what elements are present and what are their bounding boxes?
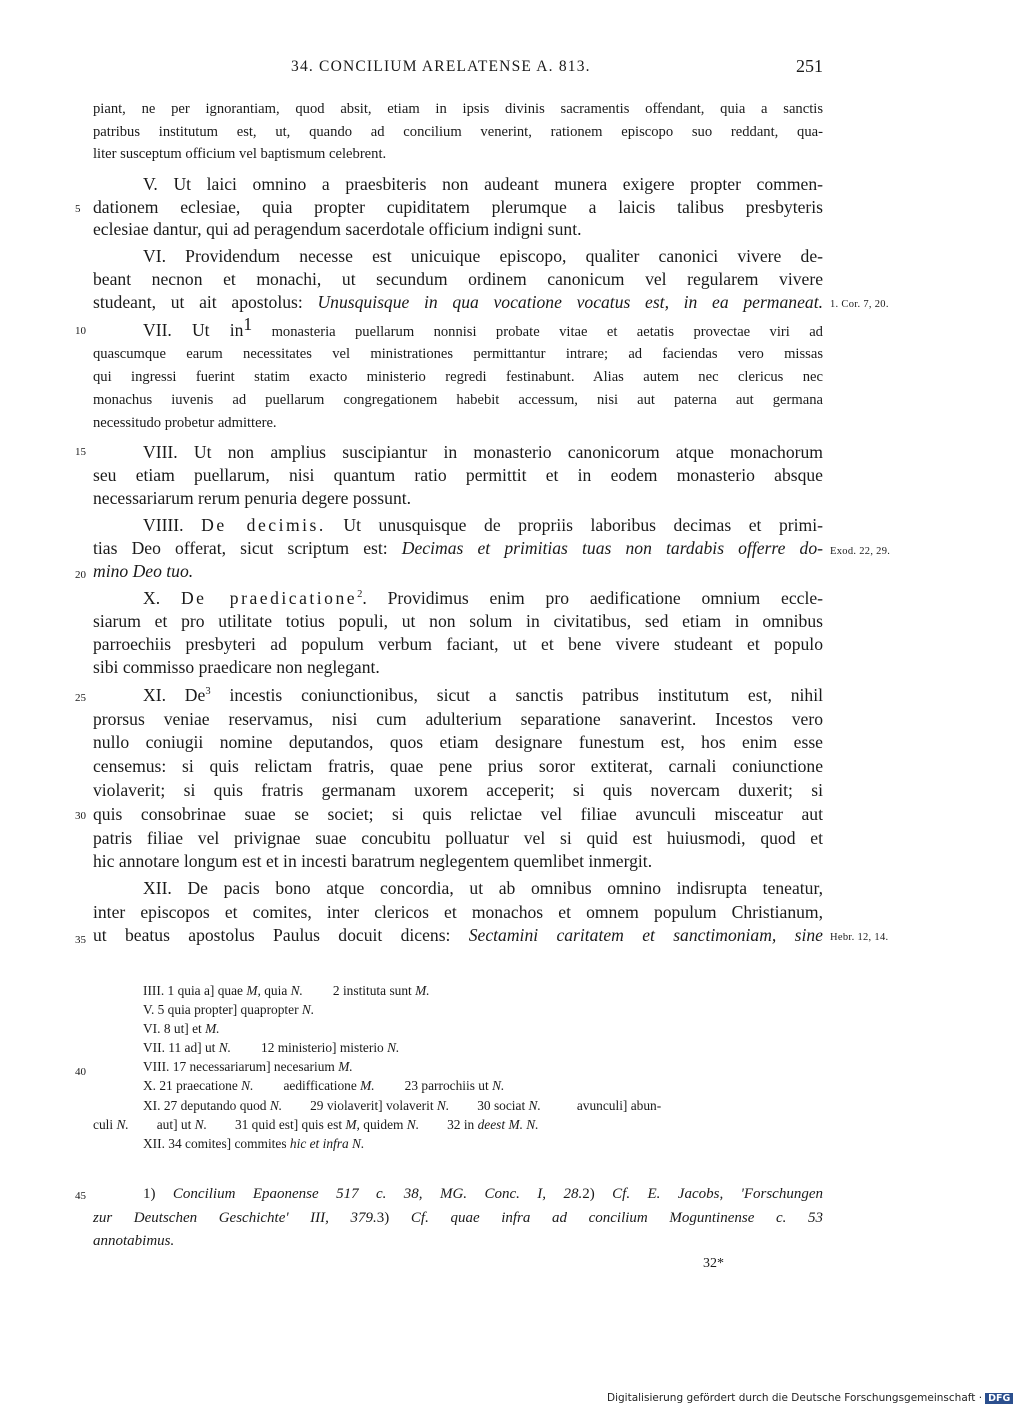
- line-number: 30: [75, 810, 86, 822]
- citation: Concilium Epaonense 517 c. 38, MG. Conc. I, 28.: [172, 1186, 583, 1202]
- header-title: 34. CONCILIUM ARELATENSE A. 813.: [291, 58, 591, 75]
- text-run: studeant, ut ait apostolus:: [93, 292, 318, 312]
- line-number: 35: [75, 934, 86, 946]
- text-run: X. 21 praecatione: [143, 1078, 242, 1093]
- text-run: 12 ministerio] misterio: [261, 1040, 388, 1055]
- text-line: violaverit; si quis fratris germanam uxorem acceperit; si quis novercam duxerit; si: [93, 780, 823, 800]
- text-run: XI. 27 deputando quod: [143, 1098, 270, 1113]
- text-line: VIII. Ut non amplius suscipiantur in monasterio canonicorum atque monachorum: [143, 442, 823, 462]
- footnote-ref: 2: [357, 589, 363, 601]
- text-line: [93, 538, 823, 562]
- text-line: [93, 515, 823, 539]
- siglum: N.: [301, 1002, 315, 1017]
- text-run: 32 in: [447, 1117, 478, 1132]
- text-line: eclesiae dantur, qui ad peragendum sacerdotale officium indigni sunt.: [93, 219, 582, 239]
- siglum: hic et infra N.: [289, 1136, 365, 1151]
- text-line: [93, 292, 823, 316]
- text-line: sibi commisso praedicare non neglegant.: [93, 657, 380, 677]
- apparatus-line: [143, 1002, 314, 1018]
- text-line: parroechiis presbyteri ad populum verbum faciant, ut et bene vivere studeant et populo: [93, 634, 823, 654]
- margin-reference: Hebr. 12, 14.: [830, 932, 889, 943]
- text-run: VIIII.: [143, 515, 202, 535]
- siglum: M,: [345, 1117, 360, 1132]
- footer-text: Digitalisierung gefördert durch die Deutsche Forschungsgemeinschaft ·: [607, 1392, 983, 1404]
- footnote-line: [93, 1210, 823, 1234]
- text-run: aedifficatione: [283, 1078, 361, 1093]
- spaced-heading: De decimis.: [201, 515, 326, 535]
- text-run: quia: [260, 983, 291, 998]
- footer: [607, 1392, 1013, 1404]
- text-run: 1): [143, 1186, 173, 1202]
- siglum: N.: [290, 983, 303, 998]
- text-line: censemus: si quis relictam fratris, quae pene prius soror extiterat, carnali coniunctione: [93, 756, 823, 776]
- text-run: culi: [93, 1117, 117, 1132]
- apparatus-line: [143, 1136, 364, 1152]
- siglum: N.: [269, 1098, 283, 1113]
- siglum: N.: [116, 1117, 129, 1132]
- citation: zur Deutschen Geschichte' III, 379.: [93, 1210, 377, 1226]
- footnote-line: annotabimus.: [93, 1233, 175, 1249]
- text-run: 23 parrochiis ut: [404, 1078, 493, 1093]
- text-line: [93, 925, 823, 949]
- text-line: siarum et pro utilitate totius populi, ut non solum in civitatibus, sed etiam in omnibus: [93, 611, 823, 631]
- text-line: XII. De pacis bono atque concordia, ut ab omnibus omnino indisrupta teneatur,: [143, 878, 823, 898]
- line-number: 5: [75, 203, 81, 215]
- apparatus-line: [143, 1059, 353, 1075]
- text-run: VIII. 17 necessariarum] necesarium: [143, 1059, 339, 1074]
- running-header: [93, 58, 823, 82]
- text-line: piant, ne per ignorantiam, quod absit, etiam in ipsis divinis sacramentis offendant, quia a sanctis: [93, 101, 823, 117]
- text-line: [93, 588, 823, 612]
- siglum: M.: [415, 983, 430, 998]
- citation: Cf. quae infra ad concilium Moguntinense c. 53: [410, 1210, 824, 1226]
- margin-reference: 1. Cor. 7, 20.: [830, 299, 889, 310]
- citation: Cf. E. Jacobs, 'Forschungen: [612, 1186, 823, 1202]
- text-line: seu etiam puellarum, nisi quantum ratio permittit et in eodem monasterio absque: [93, 465, 823, 485]
- text-run: 2): [582, 1186, 613, 1202]
- text-run: XII. 34 comites] commites: [143, 1136, 290, 1151]
- siglum: M,: [246, 983, 261, 998]
- siglum: M.: [205, 1021, 220, 1036]
- text-line: mino Deo tuo.: [93, 561, 194, 581]
- apparatus-line: [143, 1098, 661, 1114]
- apparatus-line: [143, 1021, 220, 1037]
- text-run: VII. Ut in: [143, 320, 244, 340]
- text-run: 2 instituta sunt: [332, 983, 416, 998]
- text-run: V. 5 quia propter] quapropter: [143, 1002, 302, 1017]
- footnote-ref: 3: [205, 686, 211, 698]
- siglum: deest M. N.: [477, 1117, 539, 1132]
- dfg-logo: DFG: [985, 1393, 1013, 1404]
- text-line: [93, 314, 823, 344]
- footnote-line: [93, 1186, 823, 1210]
- signature-mark: 32*: [703, 1256, 724, 1271]
- text-line: V. Ut laici omnino a praesbiteris non audeant munera exigere propter commen-: [143, 174, 823, 194]
- margin-reference: Exod. 22, 29.: [830, 546, 891, 557]
- text-run: VII. 11 ad] ut: [143, 1040, 219, 1055]
- line-number: 45: [75, 1190, 86, 1202]
- text-line: quascumque earum necessitates vel ministrationes permittantur intrare; ad faciendas vero missas: [93, 346, 823, 362]
- text-line: necessitudo probetur admittere.: [93, 415, 277, 431]
- footnote-ref: 1: [243, 314, 253, 335]
- siglum: N.: [492, 1078, 505, 1093]
- text-line: inter episcopos et comites, inter clericos et monachos et omnem populum Christianum,: [93, 902, 823, 922]
- text-run: aut] ut: [156, 1117, 195, 1132]
- text-run: VI. 8 ut] et: [143, 1021, 206, 1036]
- text-line: dationem eclesiae, quia propter cupiditatem plerumque a laicis talibus presbyteris: [93, 197, 823, 217]
- text-run: 3): [376, 1210, 411, 1226]
- text-run: avunculi] abun-: [576, 1098, 662, 1113]
- siglum: N.: [406, 1117, 420, 1132]
- apparatus-line: [143, 1078, 504, 1094]
- text-line: prorsus veniae reservamus, nisi cum adulterium separatione sanaverint. Incestos vero: [93, 709, 823, 729]
- text-line: necessariarum rerum penuria degere possunt.: [93, 488, 412, 508]
- siglum: N.: [194, 1117, 207, 1132]
- scripture-quote: Unusquisque in qua vocatione vocatus est, in ea permaneat.: [317, 292, 824, 312]
- text-run: . Providimus enim pro aedificatione omnium eccle-: [362, 588, 823, 608]
- apparatus-line: [143, 983, 430, 999]
- text-run: monasteria puellarum nonnisi probate vitae et aetatis provectae viri ad: [252, 324, 823, 340]
- siglum: N.: [387, 1040, 400, 1055]
- text-line: VI. Providendum necesse est unicuique episcopo, qualiter canonici vivere de-: [143, 246, 823, 266]
- siglum: M.: [360, 1078, 375, 1093]
- scripture-quote: Sectamini caritatem et sanctimoniam, sine: [468, 925, 823, 945]
- scripture-quote: Decimas et primitias tuas non tardabis offerre do-: [401, 538, 824, 558]
- text-run: XI. De: [143, 685, 206, 705]
- text-run: 31 quid est] quis est: [234, 1117, 346, 1132]
- text-run: X.: [143, 588, 181, 608]
- apparatus-line: [93, 1117, 539, 1133]
- text-run: quidem: [359, 1117, 407, 1132]
- text-run: IIII. 1 quia a] quae: [143, 983, 247, 998]
- text-line: patris filiae vel privignae suae concubitu polluatur vel si quid est huiusmodi, quod et: [93, 828, 823, 848]
- text-run: tias Deo offerat, sicut scriptum est:: [93, 538, 402, 558]
- text-line: [93, 685, 823, 709]
- line-number: 20: [75, 569, 86, 581]
- text-line: monachus iuvenis ad puellarum congregationem habebit accessum, nisi aut paterna aut germana: [93, 392, 823, 408]
- page-number: 251: [796, 56, 823, 76]
- text-line: beant necnon et monachi, ut secundum ordinem canonicum vel regularem vivere: [93, 269, 823, 289]
- line-number: 25: [75, 692, 86, 704]
- text-line: qui ingressi fuerint statim exacto ministerio regredi festinabunt. Alias autem nec clericus nec: [93, 369, 823, 385]
- line-number: 15: [75, 446, 86, 458]
- text-run: Ut unusquisque de propriis laboribus decimas et primi-: [325, 515, 823, 535]
- apparatus-line: [143, 1040, 399, 1056]
- siglum: N.: [218, 1040, 232, 1055]
- spaced-heading: De praedicatione: [180, 588, 358, 608]
- siglum: N.: [241, 1078, 254, 1093]
- text-line: quis consobrinae suae se societ; si quis relictae vel filiae avunculi misceatur aut: [93, 804, 823, 824]
- siglum: N.: [528, 1098, 541, 1113]
- siglum: M.: [338, 1059, 353, 1074]
- text-run: 29 violaverit] volaverit: [310, 1098, 437, 1113]
- text-run: ut beatus apostolus Paulus docuit dicens:: [93, 925, 469, 945]
- siglum: N.: [436, 1098, 450, 1113]
- text-line: hic annotare longum est et in incesti baratrum neglegentem quemlibet inmergit.: [93, 851, 653, 871]
- line-number: 40: [75, 1066, 86, 1078]
- text-line: nullo coniugii nomine deputandos, quos etiam designare funestum est, hos enim esse: [93, 732, 823, 752]
- text-run: incestis coniunctionibus, sicut a sanctis patribus institutum est, nihil: [210, 685, 823, 705]
- text-line: liter susceptum officium vel baptismum celebrent.: [93, 146, 387, 162]
- line-number: 10: [75, 325, 86, 337]
- text-run: 30 sociat: [477, 1098, 529, 1113]
- text-line: patribus institutum est, ut, quando ad concilium venerint, rationem episcopo suo reddant, qua-: [93, 124, 823, 140]
